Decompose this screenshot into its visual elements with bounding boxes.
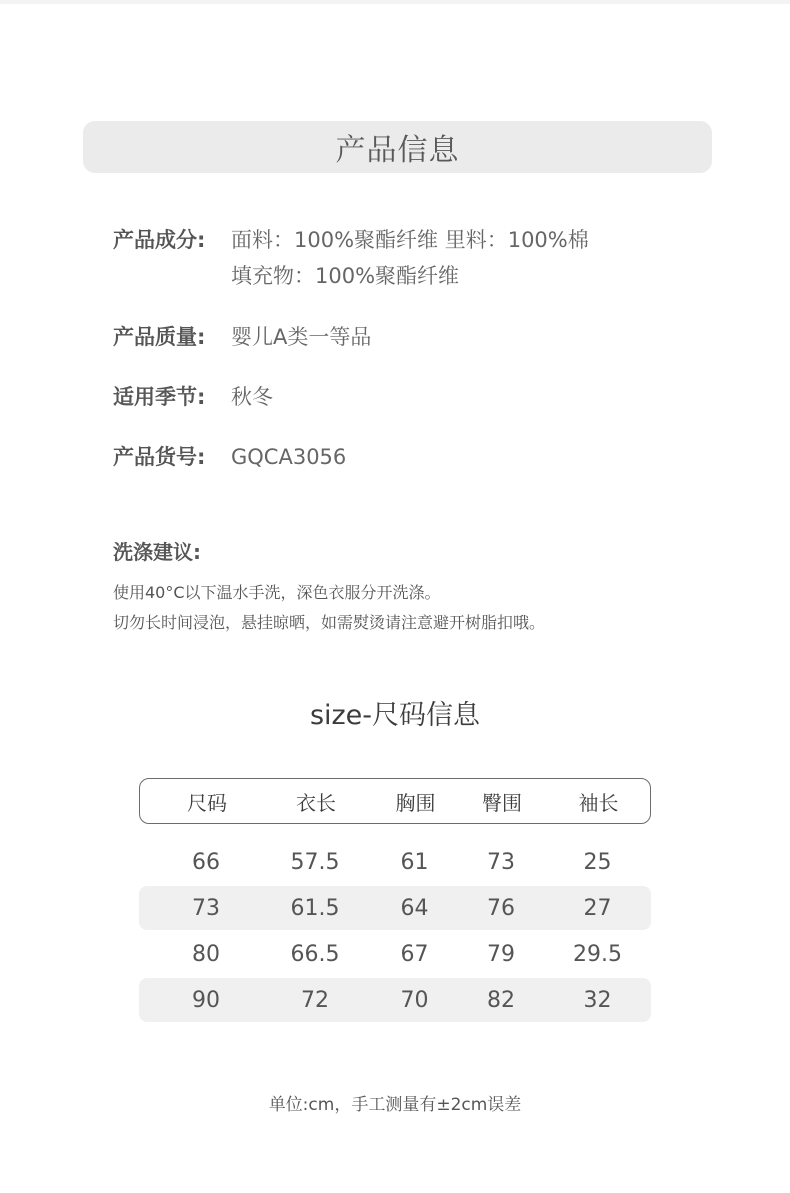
header-cell-hip: 臀围	[482, 790, 522, 815]
size-title: size-尺码信息	[309, 700, 481, 731]
top-divider	[0, 0, 790, 4]
table-cell: 66	[192, 849, 220, 875]
table-cell: 25	[583, 849, 612, 875]
table-cell: 73	[487, 849, 515, 875]
quality-row	[113, 319, 371, 355]
table-cell: 90	[192, 987, 220, 1013]
sku-value: GQCA3056	[231, 445, 347, 469]
product-info-banner	[83, 121, 712, 173]
table-cell: 72	[301, 987, 329, 1013]
table-row	[139, 840, 651, 884]
washing-line-1: 使用40°C以下温水手洗，深色衣服分开洗涤。	[113, 583, 441, 602]
table-cell: 66.5	[290, 941, 340, 967]
quality-value: 婴儿A类一等品	[231, 325, 372, 349]
size-table-header	[139, 778, 651, 824]
table-row	[139, 886, 651, 930]
composition-line-1: 面料：100%聚酯纤维 里料：100%棉	[231, 228, 589, 252]
table-cell: 82	[487, 987, 515, 1013]
table-cell: 80	[192, 941, 220, 967]
table-cell: 32	[583, 987, 612, 1013]
table-cell: 29.5	[573, 941, 622, 967]
table-row	[139, 932, 651, 976]
washing-instructions	[113, 578, 545, 638]
table-cell: 61.5	[290, 895, 340, 921]
header-cell-sleeve: 袖长	[578, 790, 619, 815]
composition-line-2: 填充物：100%聚酯纤维	[231, 264, 460, 288]
measurement-note: 单位:cm，手工测量有±2cm误差	[268, 1095, 522, 1115]
table-cell: 76	[487, 895, 515, 921]
composition-value	[231, 222, 589, 294]
quality-label: 产品质量:	[113, 325, 206, 349]
page-title: 产品信息	[335, 133, 460, 168]
table-cell: 73	[192, 895, 220, 921]
composition-label: 产品成分:	[113, 228, 206, 252]
season-value: 秋冬	[231, 385, 273, 409]
sku-row	[113, 439, 346, 475]
size-table	[139, 778, 651, 1022]
header-cell-chest: 胸围	[395, 790, 436, 815]
table-cell: 70	[400, 987, 429, 1013]
table-cell: 64	[400, 895, 429, 921]
season-label: 适用季节:	[113, 385, 206, 409]
table-cell: 61	[400, 849, 429, 875]
table-cell: 57.5	[290, 849, 340, 875]
table-cell: 27	[583, 895, 612, 921]
sku-label: 产品货号:	[113, 445, 206, 469]
washing-title: 洗涤建议:	[113, 540, 201, 564]
table-row	[139, 978, 651, 1022]
table-cell: 67	[400, 941, 429, 967]
composition-row	[113, 222, 589, 294]
washing-line-2: 切勿长时间浸泡，悬挂晾晒，如需熨烫请注意避开树脂扣哦。	[113, 613, 546, 632]
header-cell-size: 尺码	[187, 790, 227, 815]
season-row	[113, 379, 273, 415]
table-cell: 79	[487, 941, 515, 967]
header-cell-length: 衣长	[296, 790, 336, 815]
